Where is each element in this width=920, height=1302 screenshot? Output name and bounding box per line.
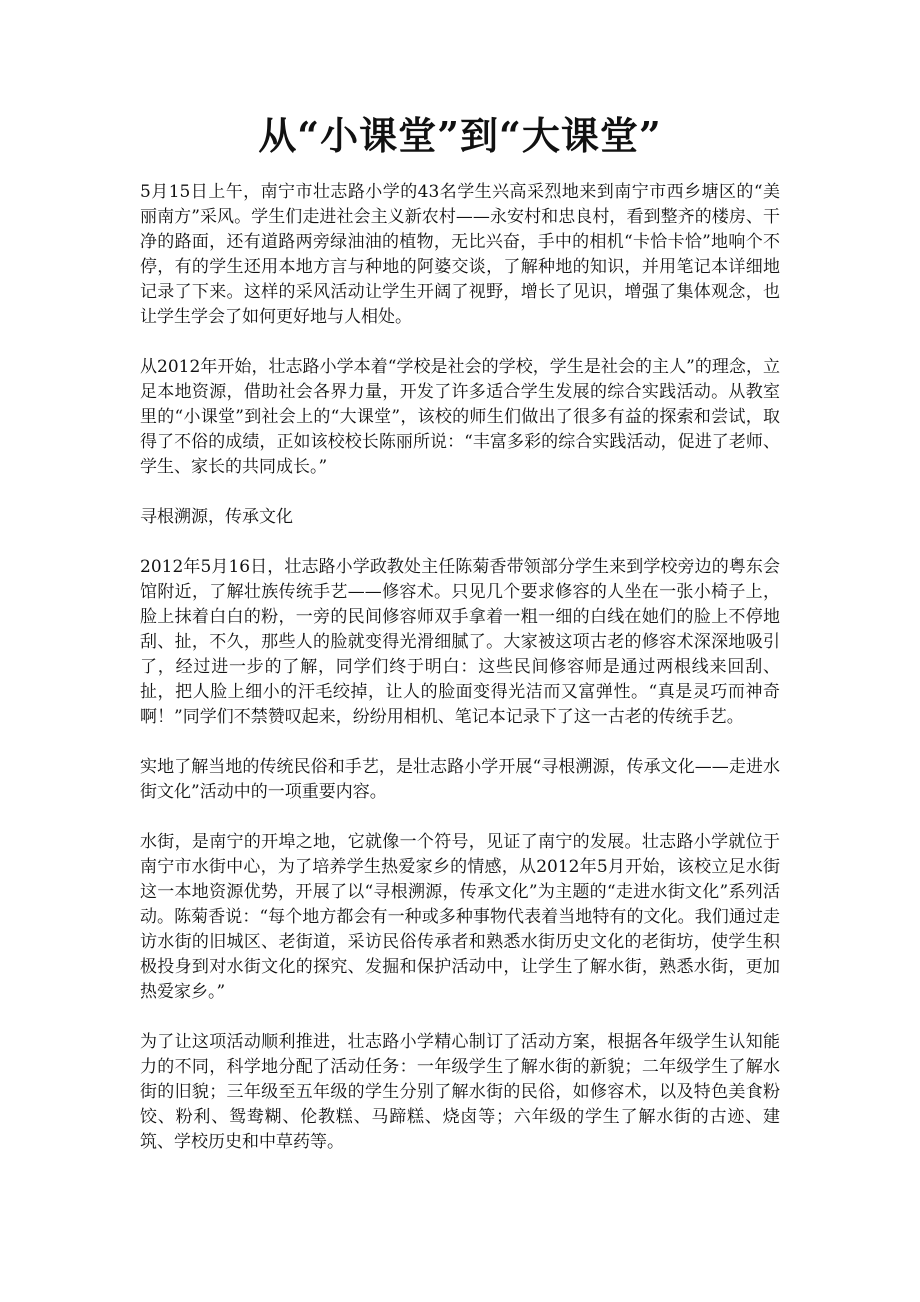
paragraph-water-street: 水街，是南宁的开埠之地，它就像一个符号，见证了南宁的发展。壮志路小学就位于南宁市水街中心，为了培养学生热爱家乡的情感，从2012年5月开始，该校立足水街这一本地资源优势，开展了以“寻根溯源，传承文化”为主题的“走进水街文化”系列活动。陈菊香说：“每个地方都会有一种或多种事物代表着当地特有的文化。我们通过走访水街的旧城区、老街道，采访民俗传承者和熟悉水街历史文化的老街坊，使学生积极投身到对水街文化的探究、发掘和保护活动中，让学生了解水街，熟悉水街，更加热爱家乡。” <box>140 832 780 1002</box>
article-body <box>140 180 780 1180</box>
section-heading: 寻根溯源，传承文化 <box>140 507 293 527</box>
paragraph-craft: 2012年5月16日，壮志路小学政教处主任陈菊香带领部分学生来到学校旁边的粤东会馆附近，了解壮族传统手艺——修容术。只见几个要求修容的人坐在一张小椅子上，脸上抹着白白的粉，一旁的民间修容师双手拿着一粗一细的白线在她们的脸上不停地刮、扯，不久，那些人的脸就变得光滑细腻了。大家被这项古老的修容术深深地吸引了，经过进一步的了解，同学们终于明白：这些民间修容师是通过两根线来回刮、扯，把人脸上细小的汗毛绞掉，让人的脸面变得光洁而又富弹性。“真是灵巧而神奇啊！”同学们不禁赞叹起来，纷纷用相机、笔记本记录下了这一古老的传统手艺。 <box>140 557 780 727</box>
paragraph-background: 从2012年开始，壮志路小学本着“学校是社会的学校，学生是社会的主人”的理念，立足本地资源，借助社会各界力量，开发了许多适合学生发展的综合实践活动。从教室里的“小课堂”到社会上的“大课堂”，该校的师生们做出了很多有益的探索和尝试，取得了不俗的成绩，正如该校校长陈丽所说：“丰富多彩的综合实践活动，促进了老师、学生、家长的共同成长。” <box>140 357 780 477</box>
paragraph-plan: 为了让这项活动顺利推进，壮志路小学精心制订了活动方案，根据各年级学生认知能力的不同，科学地分配了活动任务：一年级学生了解水街的新貌；二年级学生了解水街的旧貌；三年级至五年级的学生分别了解水街的民俗，如修容术，以及特色美食粉饺、粉利、鸳鸯糊、伦教糕、马蹄糕、烧卤等；六年级的学生了解水街的古迹、建筑、学校历史和中草药等。 <box>140 1032 780 1152</box>
article-title: 从“小课堂”到“大课堂” <box>258 113 662 158</box>
paragraph-activity: 实地了解当地的传统民俗和手艺，是壮志路小学开展“寻根溯源，传承文化——走进水街文化”活动中的一项重要内容。 <box>140 757 780 802</box>
paragraph-intro: 5月15日上午，南宁市壮志路小学的43名学生兴高采烈地来到南宁市西乡塘区的“美丽南方”采风。学生们走进社会主义新农村——永安村和忠良村，看到整齐的楼房、干净的路面，还有道路两旁绿油油的植物，无比兴奋，手中的相机“卡恰卡恰”地响个不停，有的学生还用本地方言与种地的阿婆交谈，了解种地的知识，并用笔记本详细地记录了下来。这样的采风活动让学生开阔了视野，增长了见识，增强了集体观念，也让学生学会了如何更好地与人相处。 <box>140 182 780 327</box>
